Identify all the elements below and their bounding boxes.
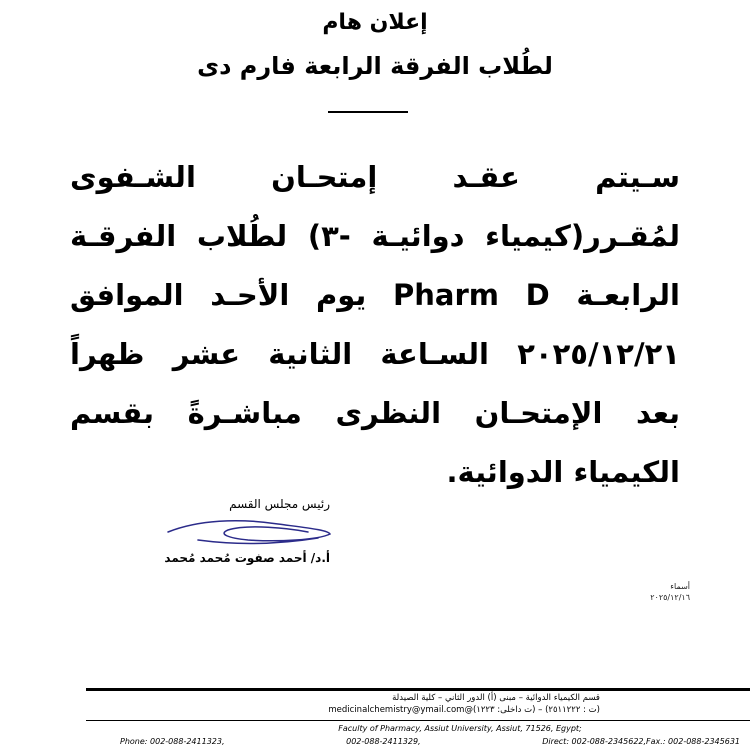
- handwritten-signature: [158, 510, 338, 550]
- footer-contact-numbers: [120, 737, 740, 746]
- footer-divider: [86, 690, 750, 691]
- footer-arabic-contact: medicinalchemistry@ymail.com@(ت داخلى: ١٢٢٣) – (ت : ٢٥١١٢٢٢): [328, 705, 600, 715]
- footer-phone-2: 002-088-2411329,: [346, 737, 421, 746]
- body-line: الرابعـة Pharm D يوم الأحـد الموافق: [70, 278, 680, 312]
- title-divider: [328, 111, 408, 113]
- footer-divider: [86, 720, 750, 721]
- body-line: سـيتم عقـد إمتحـان الشـفوى: [70, 160, 680, 194]
- body-line: الكيمياء الدوائية.: [446, 455, 680, 489]
- announcement-body: [70, 148, 680, 502]
- signatory-name: أ.د/ أحمد صفوت مُحمد مُحمد: [164, 551, 330, 565]
- footer-arabic-address: قسم الكيمياء الدوائية – مبنى (أ) الدور الثاني – كلية الصيدلة: [392, 693, 600, 703]
- stamp-date: ٢٠٢٥/١٢/١٦: [650, 593, 690, 602]
- body-line: ٢٠٢٥/١٢/٢١ السـاعة الثانية عشر ظهراً: [70, 337, 680, 371]
- stamp-date-block: [610, 581, 690, 603]
- signature-title: رئيس مجلس القسم: [229, 497, 330, 511]
- body-line: لمُقـرر(كيمياء دوائيـة -٣) لطُلاب الفرقـة: [70, 219, 680, 253]
- body-line: بعد الإمتحـان النظرى مباشـرةً بقسم: [70, 396, 680, 430]
- footer-phone: Phone: 002-088-2411323,: [120, 737, 225, 746]
- footer-direct-fax: Direct: 002-088-2345622,Fax.: 002-088-2345631: [542, 737, 740, 746]
- announcement-title: إعلان هام: [322, 10, 428, 35]
- announcement-subtitle: لطُلاب الفرقة الرابعة فارم دى: [197, 52, 553, 80]
- footer-english-address: Faculty of Pharmacy, Assiut University, Assiut, 71526, Egypt;: [338, 724, 582, 733]
- stamp-label: أسماء: [670, 582, 690, 591]
